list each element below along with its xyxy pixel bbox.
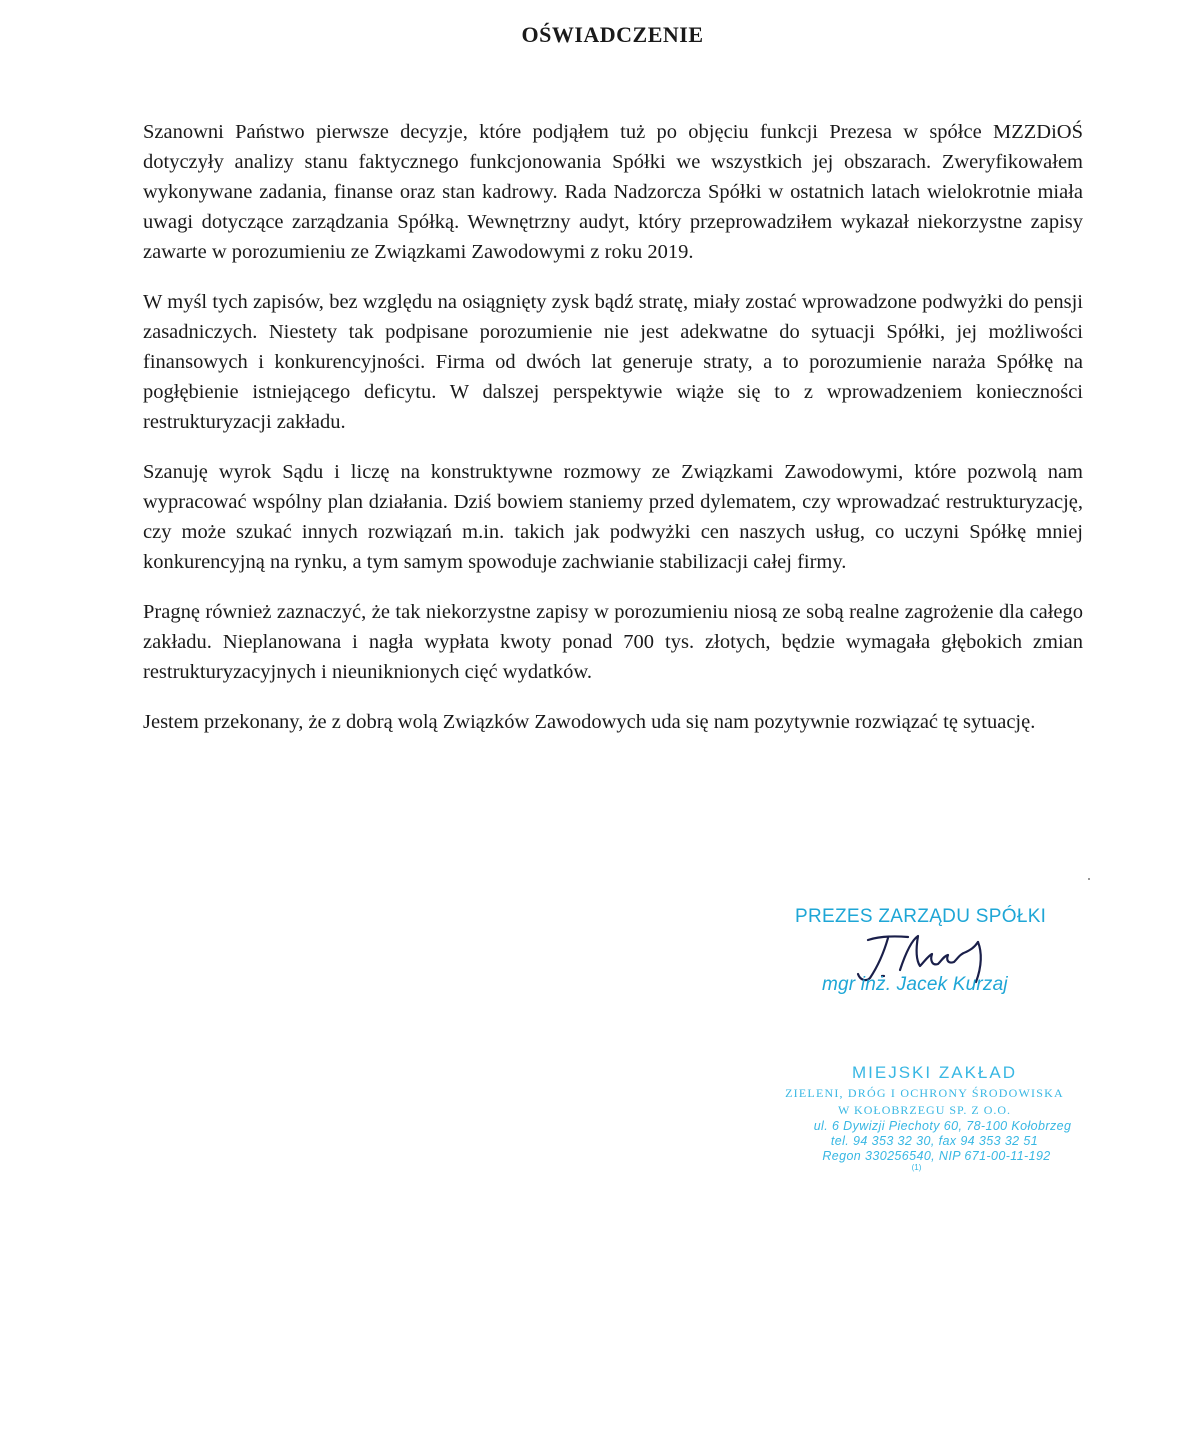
stamp-line: ZIELENI, DRÓG I OCHRONY ŚRODOWISKA (785, 1086, 1064, 1100)
paragraph: Pragnę również zaznaczyć, że tak niekorzystne zapisy w porozumieniu niosą ze sobą realne zagrożenie dla całego zakładu. Nieplanowana i nagła wypłata kwoty ponad 700 tys. złotych, będzie wymagała głębokich zmian restrukturyzacyjnych i nieuniknionych cięć wydatków. (143, 601, 1083, 683)
paragraph: Szanowni Państwo pierwsze decyzje, które podjąłem tuż po objęciu funkcji Prezesa w spółce MZZDiOŚ dotyczyły analizy stanu faktycznego funkcjonowania Spółki we wszystkich jej obszarach. Zweryfikowałem wykonywane zadania, finanse oraz stan kadrowy. Rada Nadzorcza Spółki w ostatnich latach wielokrotnie miała uwagi dotyczące zarządzania Spółką. Wewnętrzny audyt, który przeprowadziłem wykazał niekorzystne zapisy zawarte w porozumieniu ze Związkami Zawodowymi z roku 2019. (143, 121, 1083, 263)
signature-name: mgr inż. Jacek Kurzaj (822, 974, 1008, 995)
paragraph: Jestem przekonany, że z dobrą wolą Związków Zawodowych uda się nam pozytywnie rozwiązać tę sytuację. (143, 711, 1036, 733)
stamp-line: MIEJSKI ZAKŁAD (852, 1063, 1017, 1082)
stamp-mark: (1) (911, 1163, 922, 1172)
stamp-line: Regon 330256540, NIP 671-00-11-192 (822, 1149, 1051, 1163)
document-body (143, 117, 1083, 757)
stamp-line: W KOŁOBRZEGU SP. Z O.O. (837, 1103, 1012, 1117)
stamp-line: ul. 6 Dywizji Piechoty 60, 78-100 Kołobrzeg (813, 1119, 1072, 1133)
signature-block (760, 900, 1090, 1010)
signature-title: PREZES ZARZĄDU SPÓŁKI (795, 906, 1047, 927)
document-title: OŚWIADCZENIE (521, 22, 704, 47)
paragraph: Szanuję wyrok Sądu i liczę na konstruktywne rozmowy ze Związkami Zawodowymi, które pozwolą nam wypracować wspólny plan działania. Dziś bowiem staniemy przed dylematem, czy wprowadzać restrukturyzację, czy może szukać innych rozwiązań m.in. takich jak podwyżki cen naszych usług, co uczyni Spółkę mniej konkurencyjną na rynku, a tym samym spowoduje zachwianie stabilizacji całej firmy. (143, 461, 1083, 573)
company-stamp (752, 1062, 1097, 1187)
scan-speck (1088, 878, 1090, 880)
stamp-line: tel. 94 353 32 30, fax 94 353 32 51 (830, 1134, 1039, 1148)
paragraph: W myśl tych zapisów, bez względu na osiągnięty zysk bądź stratę, miały zostać wprowadzone podwyżki do pensji zasadniczych. Niestety tak podpisane porozumienie nie jest adekwatne do sytuacji Spółki, jej możliwości finansowych i konkurencyjności. Firma od dwóch lat generuje straty, a to porozumienie naraża Spółkę na pogłębienie istniejącego deficytu. W dalszej perspektywie wiąże się to z wprowadzeniem konieczności restrukturyzacji zakładu. (143, 291, 1083, 433)
